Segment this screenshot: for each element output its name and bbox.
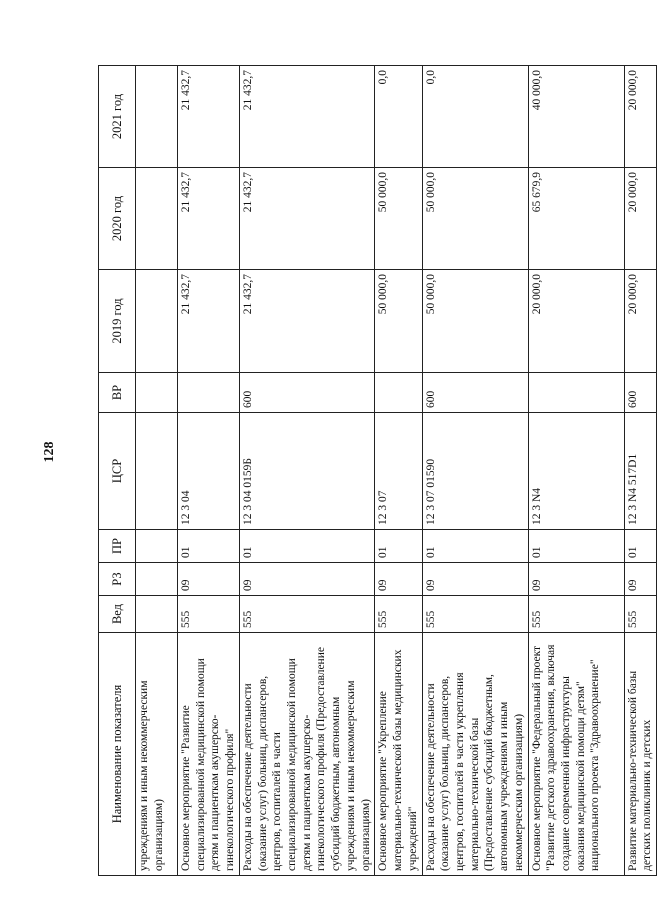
cell-name: учреждениям и иным некоммерческим организациям) — [136, 633, 178, 876]
cell-csr: 12 3 04 0159Б — [239, 413, 374, 530]
cell-ved — [136, 596, 178, 633]
cell-csr: 12 3 04 — [178, 413, 240, 530]
cell-name: Расходы на обеспечение деятельности (оказание услуг) больниц, диспансеров, центров, госпиталей в части укрепления материально-технической базы (Предоставление субсидий бюджетным, автономным учреждениям и иным некоммерческим организациям) — [422, 633, 528, 876]
cell-vr: 600 — [239, 373, 374, 413]
cell-rz: 09 — [624, 563, 656, 596]
cell-2020 — [136, 168, 178, 270]
column-header-2021: 2021 год — [99, 66, 136, 168]
cell-rz: 09 — [375, 563, 422, 596]
cell-pr: 01 — [422, 530, 528, 563]
cell-2019 — [136, 270, 178, 373]
table-row — [178, 66, 240, 876]
cell-2021: 21 432,7 — [178, 66, 240, 168]
column-header-rz: РЗ — [99, 563, 136, 596]
table-row — [375, 66, 422, 876]
column-header-name: Наименование показателя — [99, 633, 136, 876]
table-row — [239, 66, 374, 876]
table-row — [624, 66, 656, 876]
cell-2019: 20 000,0 — [624, 270, 656, 373]
cell-pr — [136, 530, 178, 563]
cell-2021: 0,0 — [422, 66, 528, 168]
cell-2019: 21 432,7 — [239, 270, 374, 373]
table-row — [136, 66, 178, 876]
cell-2019: 50 000,0 — [422, 270, 528, 373]
cell-ved: 555 — [624, 596, 656, 633]
cell-2020: 21 432,7 — [178, 168, 240, 270]
column-header-2019: 2019 год — [99, 270, 136, 373]
cell-rz — [136, 563, 178, 596]
cell-rz: 09 — [178, 563, 240, 596]
cell-pr: 01 — [528, 530, 624, 563]
cell-name: Основное мероприятие "Федеральный проект "Развитие детского здравоохранения, включая создание современной инфраструктуры оказания медицинской помощи детям" национального проекта "Здравоохранение" — [528, 633, 624, 876]
table-row — [422, 66, 528, 876]
cell-2021: 40 000,0 — [528, 66, 624, 168]
table-row — [528, 66, 624, 876]
budget-table — [98, 65, 657, 876]
cell-2020: 50 000,0 — [422, 168, 528, 270]
cell-name: Расходы на обеспечение деятельности (оказание услуг) больниц, диспансеров, центров, госпиталей в части специализированной медицинской помощи детям и пациенткам акушерско-гинекологического профиля (Предоставление субсидий бюджетным, автономным учреждениям и иным некоммерческим организациям) — [239, 633, 374, 876]
cell-rz: 09 — [422, 563, 528, 596]
column-header-2020: 2020 год — [99, 168, 136, 270]
cell-pr: 01 — [178, 530, 240, 563]
cell-ved: 555 — [178, 596, 240, 633]
cell-csr: 12 3 07 01590 — [422, 413, 528, 530]
cell-2019: 50 000,0 — [375, 270, 422, 373]
cell-2019: 20 000,0 — [528, 270, 624, 373]
cell-2020: 50 000,0 — [375, 168, 422, 270]
cell-vr — [528, 373, 624, 413]
cell-2020: 21 432,7 — [239, 168, 374, 270]
cell-vr: 600 — [422, 373, 528, 413]
cell-2019: 21 432,7 — [178, 270, 240, 373]
column-header-vr: ВР — [99, 373, 136, 413]
cell-2021 — [136, 66, 178, 168]
cell-vr — [375, 373, 422, 413]
column-header-csr: ЦСР — [99, 413, 136, 530]
cell-csr: 12 3 07 — [375, 413, 422, 530]
cell-rz: 09 — [528, 563, 624, 596]
cell-name: Основное мероприятие "Укрепление материально-технической базы медицинских учреждений" — [375, 633, 422, 876]
cell-vr: 600 — [624, 373, 656, 413]
cell-name: Развитие материально-технической базы детских поликлиник и детских — [624, 633, 656, 876]
cell-csr — [136, 413, 178, 530]
cell-ved: 555 — [239, 596, 374, 633]
cell-ved: 555 — [375, 596, 422, 633]
page-number: 128 — [42, 441, 57, 463]
cell-pr: 01 — [375, 530, 422, 563]
cell-ved: 555 — [422, 596, 528, 633]
cell-pr: 01 — [239, 530, 374, 563]
cell-pr: 01 — [624, 530, 656, 563]
cell-2021: 21 432,7 — [239, 66, 374, 168]
cell-2020: 20 000,0 — [624, 168, 656, 270]
cell-rz: 09 — [239, 563, 374, 596]
cell-csr: 12 3 N4 — [528, 413, 624, 530]
cell-vr — [136, 373, 178, 413]
cell-name: Основное мероприятие "Развитие специализированной медицинской помощи детям и пациенткам акушерско-гинекологического профиля" — [178, 633, 240, 876]
cell-2020: 65 679,9 — [528, 168, 624, 270]
column-header-ved: Вед — [99, 596, 136, 633]
cell-2021: 0,0 — [375, 66, 422, 168]
column-header-pr: ПР — [99, 530, 136, 563]
cell-vr — [178, 373, 240, 413]
rotated-page-content — [98, 66, 654, 876]
cell-2021: 20 000,0 — [624, 66, 656, 168]
table-header-row — [99, 66, 136, 876]
cell-csr: 12 3 N4 517D1 — [624, 413, 656, 530]
cell-ved: 555 — [528, 596, 624, 633]
